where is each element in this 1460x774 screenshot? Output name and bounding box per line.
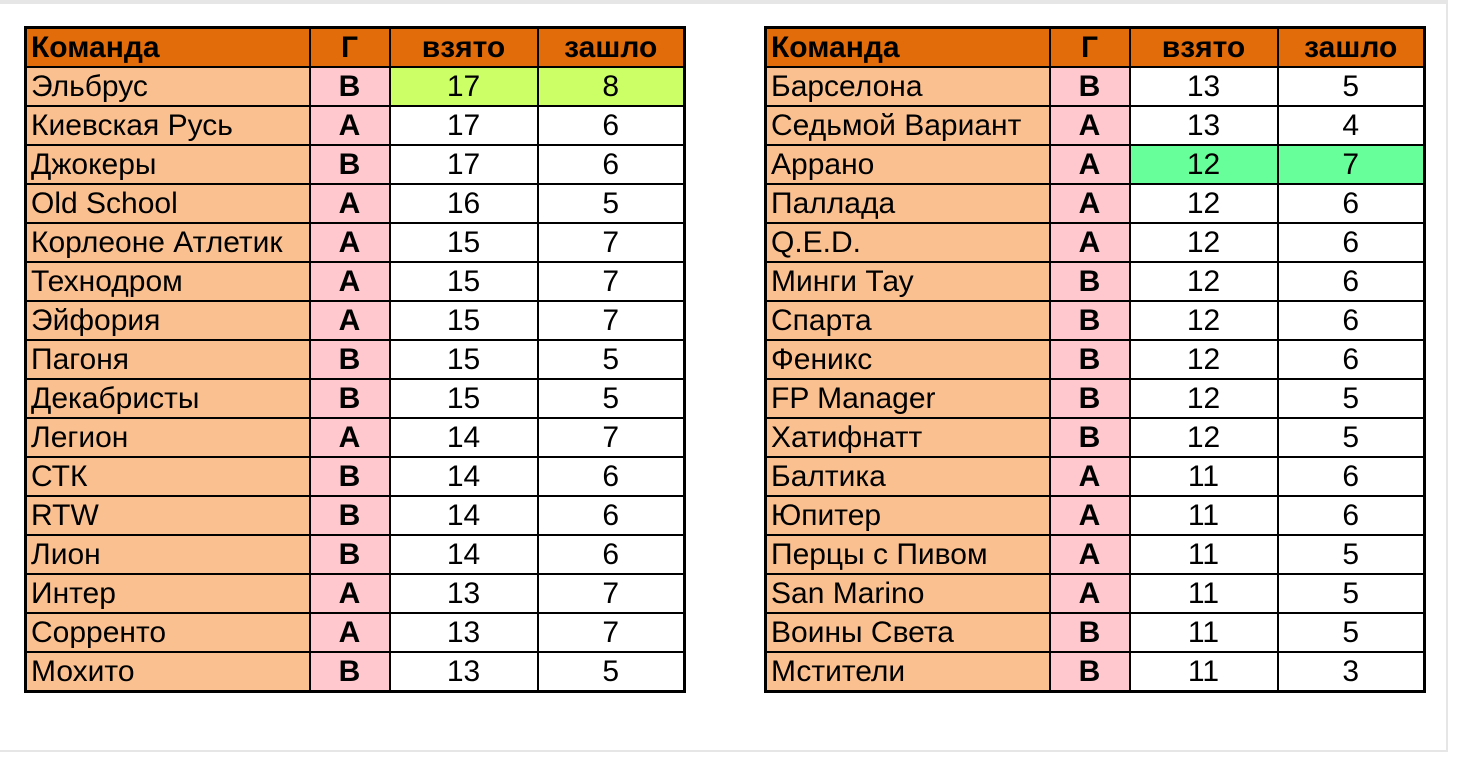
taken-cell: 16 <box>390 184 538 223</box>
table-row <box>766 418 1425 457</box>
group-cell: A <box>1050 184 1130 223</box>
group-cell: A <box>310 574 390 613</box>
taken-cell: 12 <box>1130 223 1278 262</box>
taken-cell: 13 <box>390 574 538 613</box>
team-cell: FP Manager <box>766 379 1050 418</box>
taken-cell: 12 <box>1130 379 1278 418</box>
taken-cell: 11 <box>1130 496 1278 535</box>
taken-cell: 14 <box>390 418 538 457</box>
conceded-cell: 6 <box>1278 184 1425 223</box>
conceded-cell: 5 <box>538 652 685 692</box>
table-row <box>26 223 685 262</box>
team-cell: Мохито <box>26 652 310 692</box>
header-group: Г <box>1050 28 1130 68</box>
table-row <box>766 301 1425 340</box>
team-cell: Паллада <box>766 184 1050 223</box>
group-cell: A <box>1050 223 1130 262</box>
team-cell: Феникс <box>766 340 1050 379</box>
taken-cell: 13 <box>1130 106 1278 145</box>
team-cell: Технодром <box>26 262 310 301</box>
table-row <box>766 379 1425 418</box>
team-cell: Интер <box>26 574 310 613</box>
conceded-cell: 5 <box>538 184 685 223</box>
team-cell: Пагоня <box>26 340 310 379</box>
group-cell: B <box>1050 652 1130 692</box>
taken-cell: 14 <box>390 535 538 574</box>
taken-cell: 14 <box>390 496 538 535</box>
taken-cell: 11 <box>1130 535 1278 574</box>
conceded-cell: 8 <box>538 67 685 106</box>
table-row <box>766 457 1425 496</box>
taken-cell: 17 <box>390 106 538 145</box>
conceded-cell: 5 <box>1278 535 1425 574</box>
taken-cell: 15 <box>390 379 538 418</box>
conceded-cell: 6 <box>538 535 685 574</box>
conceded-cell: 6 <box>1278 301 1425 340</box>
table-row <box>766 496 1425 535</box>
team-cell: Мстители <box>766 652 1050 692</box>
taken-cell: 15 <box>390 301 538 340</box>
group-cell: B <box>310 379 390 418</box>
taken-cell: 15 <box>390 340 538 379</box>
table-row <box>26 262 685 301</box>
group-cell: B <box>310 340 390 379</box>
header-row <box>766 28 1425 68</box>
table-row <box>766 223 1425 262</box>
table-row <box>766 652 1425 692</box>
conceded-cell: 6 <box>538 106 685 145</box>
group-cell: A <box>310 262 390 301</box>
table-row <box>26 301 685 340</box>
group-cell: B <box>310 67 390 106</box>
table-row <box>766 535 1425 574</box>
group-cell: B <box>310 457 390 496</box>
standings-table-left <box>24 26 686 693</box>
conceded-cell: 5 <box>1278 379 1425 418</box>
table-row <box>26 340 685 379</box>
conceded-cell: 5 <box>538 379 685 418</box>
taken-cell: 13 <box>390 613 538 652</box>
team-cell: Спарта <box>766 301 1050 340</box>
taken-cell: 11 <box>1130 574 1278 613</box>
team-cell: Балтика <box>766 457 1050 496</box>
conceded-cell: 7 <box>538 613 685 652</box>
conceded-cell: 5 <box>1278 574 1425 613</box>
taken-cell: 12 <box>1130 301 1278 340</box>
group-cell: B <box>310 535 390 574</box>
group-cell: A <box>310 613 390 652</box>
header-team: Команда <box>26 28 310 68</box>
team-cell: Хатифнатт <box>766 418 1050 457</box>
group-cell: B <box>1050 301 1130 340</box>
taken-cell: 12 <box>1130 184 1278 223</box>
taken-cell: 12 <box>1130 145 1278 184</box>
conceded-cell: 5 <box>1278 418 1425 457</box>
table-row <box>26 613 685 652</box>
group-cell: A <box>310 184 390 223</box>
group-cell: A <box>1050 574 1130 613</box>
team-cell: Легион <box>26 418 310 457</box>
conceded-cell: 3 <box>1278 652 1425 692</box>
taken-cell: 11 <box>1130 457 1278 496</box>
table-row <box>26 184 685 223</box>
team-cell: Воины Света <box>766 613 1050 652</box>
group-cell: B <box>310 145 390 184</box>
team-cell: СТК <box>26 457 310 496</box>
group-cell: A <box>310 106 390 145</box>
group-cell: B <box>1050 418 1130 457</box>
conceded-cell: 6 <box>1278 340 1425 379</box>
group-cell: B <box>1050 262 1130 301</box>
group-cell: B <box>1050 340 1130 379</box>
taken-cell: 11 <box>1130 613 1278 652</box>
table-row <box>26 574 685 613</box>
taken-cell: 12 <box>1130 418 1278 457</box>
table-row <box>26 418 685 457</box>
header-taken: взято <box>1130 28 1278 68</box>
team-cell: Перцы с Пивом <box>766 535 1050 574</box>
table-row <box>26 457 685 496</box>
group-cell: A <box>1050 106 1130 145</box>
group-cell: B <box>1050 613 1130 652</box>
team-cell: Аррано <box>766 145 1050 184</box>
taken-cell: 17 <box>390 145 538 184</box>
conceded-cell: 6 <box>1278 496 1425 535</box>
team-cell: Барселона <box>766 67 1050 106</box>
table-row <box>766 574 1425 613</box>
team-cell: Лион <box>26 535 310 574</box>
table-row <box>26 67 685 106</box>
team-cell: Old School <box>26 184 310 223</box>
team-cell: Юпитер <box>766 496 1050 535</box>
taken-cell: 11 <box>1130 652 1278 692</box>
conceded-cell: 6 <box>1278 223 1425 262</box>
group-cell: A <box>310 301 390 340</box>
team-cell: Джокеры <box>26 145 310 184</box>
team-cell: Минги Тау <box>766 262 1050 301</box>
conceded-cell: 6 <box>538 457 685 496</box>
team-cell: Декабристы <box>26 379 310 418</box>
table-row <box>26 145 685 184</box>
team-cell: San Marino <box>766 574 1050 613</box>
group-cell: B <box>310 496 390 535</box>
taken-cell: 12 <box>1130 262 1278 301</box>
group-cell: B <box>1050 67 1130 106</box>
header-taken: взято <box>390 28 538 68</box>
taken-cell: 14 <box>390 457 538 496</box>
group-cell: A <box>310 418 390 457</box>
conceded-cell: 7 <box>538 301 685 340</box>
table-row <box>766 184 1425 223</box>
group-cell: A <box>1050 145 1130 184</box>
conceded-cell: 5 <box>1278 67 1425 106</box>
conceded-cell: 4 <box>1278 106 1425 145</box>
team-cell: Эйфория <box>26 301 310 340</box>
team-cell: Корлеоне Атлетик <box>26 223 310 262</box>
header-row <box>26 28 685 68</box>
header-group: Г <box>310 28 390 68</box>
table-row <box>26 106 685 145</box>
table-row <box>26 652 685 692</box>
table-row <box>26 496 685 535</box>
taken-cell: 12 <box>1130 340 1278 379</box>
table-row <box>26 379 685 418</box>
group-cell: A <box>1050 457 1130 496</box>
table-body <box>766 67 1425 692</box>
conceded-cell: 6 <box>538 145 685 184</box>
taken-cell: 13 <box>1130 67 1278 106</box>
table-row <box>26 535 685 574</box>
conceded-cell: 7 <box>1278 145 1425 184</box>
conceded-cell: 7 <box>538 223 685 262</box>
table-row <box>766 340 1425 379</box>
header-team: Команда <box>766 28 1050 68</box>
taken-cell: 13 <box>390 652 538 692</box>
team-cell: RTW <box>26 496 310 535</box>
team-cell: Седьмой Вариант <box>766 106 1050 145</box>
conceded-cell: 7 <box>538 574 685 613</box>
group-cell: B <box>1050 379 1130 418</box>
group-cell: A <box>310 223 390 262</box>
taken-cell: 15 <box>390 223 538 262</box>
conceded-cell: 6 <box>1278 262 1425 301</box>
conceded-cell: 6 <box>1278 457 1425 496</box>
team-cell: Киевская Русь <box>26 106 310 145</box>
taken-cell: 15 <box>390 262 538 301</box>
conceded-cell: 5 <box>1278 613 1425 652</box>
conceded-cell: 7 <box>538 418 685 457</box>
team-cell: Эльбрус <box>26 67 310 106</box>
team-cell: Сорренто <box>26 613 310 652</box>
conceded-cell: 7 <box>538 262 685 301</box>
table-row <box>766 145 1425 184</box>
header-conceded: зашло <box>1278 28 1425 68</box>
standings-table-right <box>764 26 1426 693</box>
group-cell: B <box>310 652 390 692</box>
taken-cell: 17 <box>390 67 538 106</box>
table-row <box>766 106 1425 145</box>
group-cell: A <box>1050 535 1130 574</box>
table-row <box>766 613 1425 652</box>
table-row <box>766 262 1425 301</box>
header-conceded: зашло <box>538 28 685 68</box>
team-cell: Q.E.D. <box>766 223 1050 262</box>
table-row <box>766 67 1425 106</box>
conceded-cell: 6 <box>538 496 685 535</box>
conceded-cell: 5 <box>538 340 685 379</box>
group-cell: A <box>1050 496 1130 535</box>
table-body <box>26 67 685 692</box>
